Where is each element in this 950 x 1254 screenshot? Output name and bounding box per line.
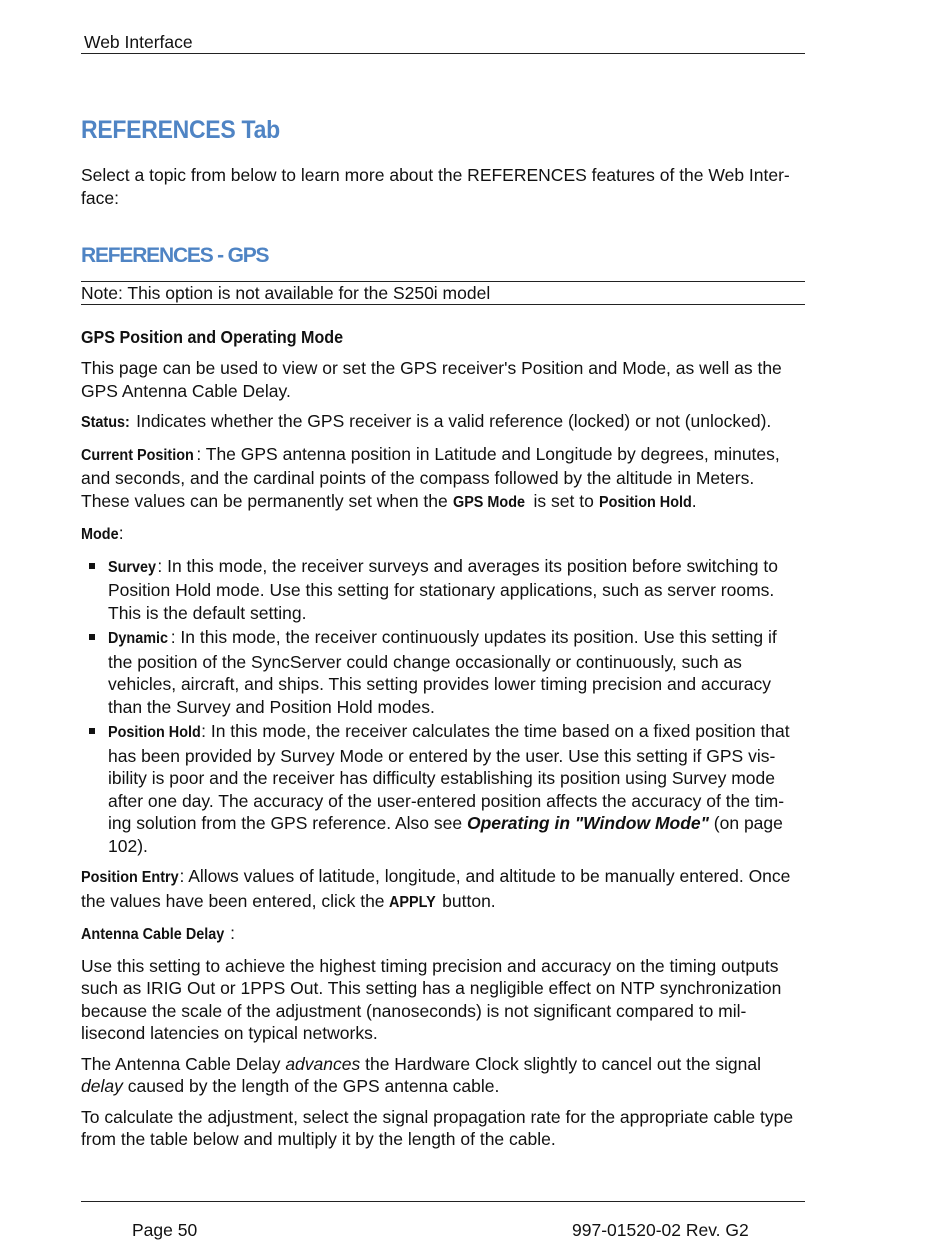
- cable-delay-label: Antenna Cable Delay: [81, 926, 225, 943]
- running-title: Web Interface: [84, 32, 193, 52]
- position-hold-text: : In this mode, the receiver calculates the time based on a fixed position that has been provided by Survey Mode or entered by the user. Use this setting if GPS vis-ibility is poor and the receiver has difficulty establishing its position using Survey mode after one day. The accuracy of the user-entered position affects the accuracy of the tim-ing solution from the GPS reference. Also see: [108, 721, 790, 833]
- current-position-text-3: .: [691, 490, 697, 511]
- position-hold-tail: (on page 102).: [108, 813, 783, 856]
- position-entry-text-2: button.: [437, 890, 496, 911]
- list-item-position-hold: [81, 720, 805, 857]
- subheading: GPS Position and Operating Mode: [81, 327, 344, 347]
- paragraph-cable-delay: Use this setting to achieve the highest timing precision and accuracy on the timing outputs such as IRIG Out or 1PPS Out. This setting has a negligible effect on NTP synchronization because the scale of the adjustment (nanoseconds) is not significant compared to mil-lisecond latencies on typical networks.: [81, 955, 782, 1043]
- section-title: REFERENCES - GPS: [81, 244, 269, 267]
- cable-delay-heading: [81, 922, 805, 947]
- current-position-label: Current Position: [81, 446, 194, 464]
- page-content: [81, 112, 805, 1151]
- status-label: Status:: [81, 414, 130, 431]
- list-item-dynamic: [81, 626, 805, 718]
- apply-term: APPLY: [389, 893, 437, 911]
- current-position-text: : The GPS antenna position in Latitude and Longitude by degrees, minutes, and seconds, and the cardinal points of the compass followed by the altitude in Meters. These values can be permanently set when the: [81, 443, 780, 511]
- cable-delay-colon: :: [230, 923, 236, 943]
- position-hold-label: Position Hold: [108, 724, 201, 741]
- document-number: 997-01520-02 Rev. G2: [572, 1220, 749, 1240]
- operating-window-mode-link[interactable]: Operating in "Window Mode": [466, 813, 709, 833]
- position-entry-text: : Allows values of latitude, longitude, and altitude to be manually entered. Once the values have been entered, click the: [81, 866, 791, 911]
- bullet-icon: [89, 728, 95, 734]
- mode-label: Mode: [81, 526, 119, 543]
- mode-list: [81, 555, 805, 858]
- dynamic-label: Dynamic: [108, 630, 169, 647]
- running-header: [81, 31, 805, 54]
- position-entry-label: Position Entry: [81, 869, 179, 886]
- mode-heading: [81, 522, 805, 547]
- paragraph-advances: [81, 1053, 805, 1098]
- advances-emphasis: advances: [285, 1053, 361, 1074]
- paragraph-position-entry: [81, 865, 805, 914]
- paragraph-current-position: [81, 443, 805, 515]
- mode-colon: :: [118, 523, 124, 543]
- note: Note: This option is not available for the S250i model: [81, 281, 805, 305]
- advances-text-1: The Antenna Cable Delay: [81, 1053, 286, 1074]
- bullet-icon: [89, 634, 95, 640]
- gps-mode-term: GPS Mode: [452, 493, 525, 511]
- paragraph-calculate: To calculate the adjustment, select the signal propagation rate for the appropriate cable type from the table below and multiply it by the length of the cable.: [81, 1106, 794, 1149]
- paragraph-overview: This page can be used to view or set the GPS receiver's Position and Mode, as well as the GPS Antenna Cable Delay.: [81, 358, 782, 401]
- intro-paragraph: Select a topic from below to learn more about the REFERENCES features of the Web Inter-face:: [81, 165, 790, 208]
- advances-text-3: caused by the length of the GPS antenna cable.: [122, 1076, 500, 1096]
- paragraph-status: [81, 410, 805, 435]
- bullet-icon: [89, 563, 95, 569]
- survey-text: : In this mode, the receiver surveys and averages its position before switching to Position Hold mode. Use this setting for stationary applications, such as server rooms. This is the default setting.: [108, 555, 778, 623]
- footer-divider: [81, 1201, 805, 1202]
- dynamic-text: : In this mode, the receiver continuously updates its position. Use this setting if the position of the SyncServer could change occasionally or continuously, such as vehicles, aircraft, and ships. This setting provides lower timing precision and accuracy than the Survey and Position Hold modes.: [108, 627, 777, 717]
- page-number: Page 50: [132, 1220, 198, 1240]
- advances-text-2: the Hardware Clock slightly to cancel out the signal: [360, 1053, 761, 1074]
- position-hold-term: Position Hold: [598, 493, 692, 511]
- status-text: Indicates whether the GPS receiver is a valid reference (locked) or not (unlocked).: [131, 411, 772, 431]
- delay-emphasis: delay: [81, 1076, 123, 1096]
- list-item-survey: [81, 555, 805, 625]
- current-position-text-2: is set to: [528, 490, 599, 511]
- page-title: REFERENCES Tab: [81, 116, 280, 144]
- survey-label: Survey: [108, 558, 157, 576]
